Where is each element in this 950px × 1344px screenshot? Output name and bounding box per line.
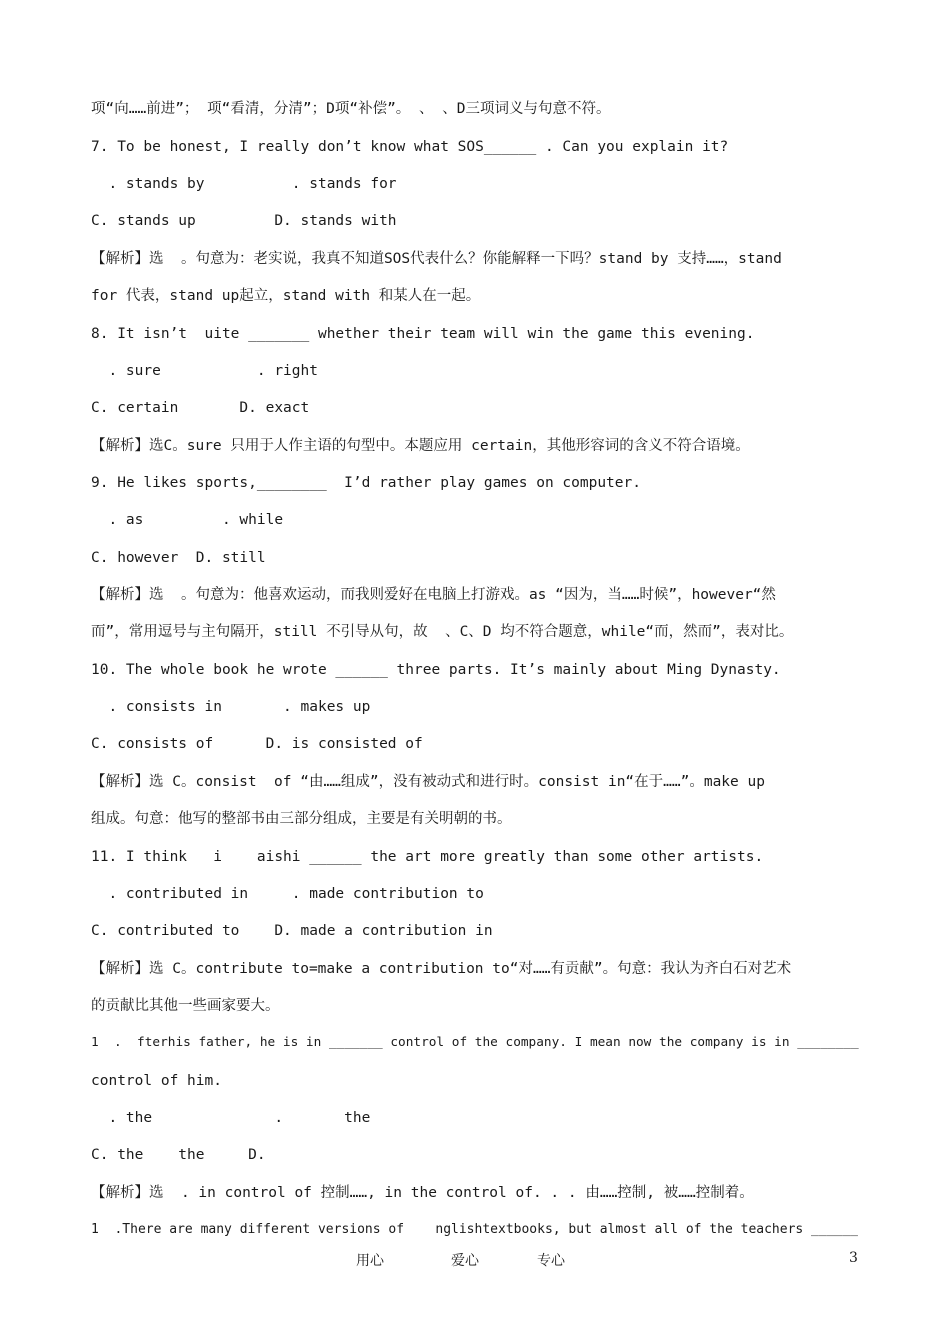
footer-text: 用心	[356, 1253, 384, 1269]
option-line: C. however D. still	[91, 550, 266, 566]
question-13: 1 .There are many different versions of nglishtextbooks, but almost all of the teachers ______	[91, 1222, 859, 1237]
option-line: . consists in . makes up	[91, 699, 371, 715]
analysis-line: 【解析】选 。句意为：他喜欢运动，而我则爱好在电脑上打游戏。as “因为，当……时候”，however“然	[91, 587, 776, 603]
analysis-line: 【解析】选 C。consist of “由……组成”，没有被动式和进行时。consist in“在于……”。make up	[91, 774, 765, 790]
option-line: C. stands up D. stands with	[91, 213, 397, 229]
option-line: C. the the D.	[91, 1147, 266, 1163]
question-9: 9. He likes sports,________ I’d rather play games on computer.	[91, 475, 641, 491]
analysis-line: for 代表，stand up起立，stand with 和某人在一起。	[91, 288, 481, 304]
question-10: 10. The whole book he wrote ______ three parts. It’s mainly about Ming Dynasty.	[91, 662, 781, 678]
question-text: control of him.	[91, 1073, 222, 1089]
analysis-line: 而”，常用逗号与主句隔开，still 不引导从句，故 、C、D 均不符合题意，while“而，然而”，表对比。	[91, 624, 794, 640]
footer-text: 专心	[537, 1253, 565, 1269]
question-8: 8. It isn’t uite _______ whether their team will win the game this evening.	[91, 326, 755, 342]
analysis-line: 【解析】选C。sure 只用于人作主语的句型中。本题应用 certain，其他形容词的含义不符合语境。	[91, 438, 750, 454]
option-line: . stands by . stands for	[91, 176, 397, 192]
analysis-line: 【解析】选 C。contribute to=make a contribution to“对……有贡献”。句意：我认为齐白石对艺术	[91, 961, 792, 977]
option-line: C. contributed to D. made a contribution in	[91, 923, 493, 939]
page-number: 3	[849, 1250, 858, 1266]
footer-text: 爱心	[451, 1253, 479, 1269]
option-line: C. certain D. exact	[91, 400, 310, 416]
analysis-line: 组成。句意：他写的整部书由三部分组成，主要是有关明朝的书。	[91, 811, 512, 827]
analysis-line: 的贡献比其他一些画家要大。	[91, 998, 280, 1014]
question-7: 7. To be honest, I really don’t know what SOS______ . Can you explain it?	[91, 139, 729, 155]
option-line: C. consists of D. is consisted of	[91, 736, 423, 752]
text-line: 项“向……前进”； 项“看清，分清”；D项“补偿”。 、 、D三项词义与句意不符。	[91, 101, 611, 117]
question-11: 11. I think i aishi ______ the art more greatly than some other artists.	[91, 849, 764, 865]
option-line: . contributed in . made contribution to	[91, 886, 484, 902]
option-line: . as . while	[91, 512, 284, 528]
option-line: . sure . right	[91, 363, 318, 379]
option-line: . the . the	[91, 1110, 371, 1126]
analysis-line: 【解析】选 。句意为：老实说，我真不知道SOS代表什么？你能解释一下吗？stand by 支持……，stand	[91, 251, 782, 267]
analysis-line: 【解析】选 . in control of 控制……, in the control of. . . 由……控制, 被……控制着。	[91, 1185, 754, 1201]
question-12: 1 . fterhis father, he is in _______ control of the company. I mean now the company is in ________	[91, 1035, 859, 1050]
